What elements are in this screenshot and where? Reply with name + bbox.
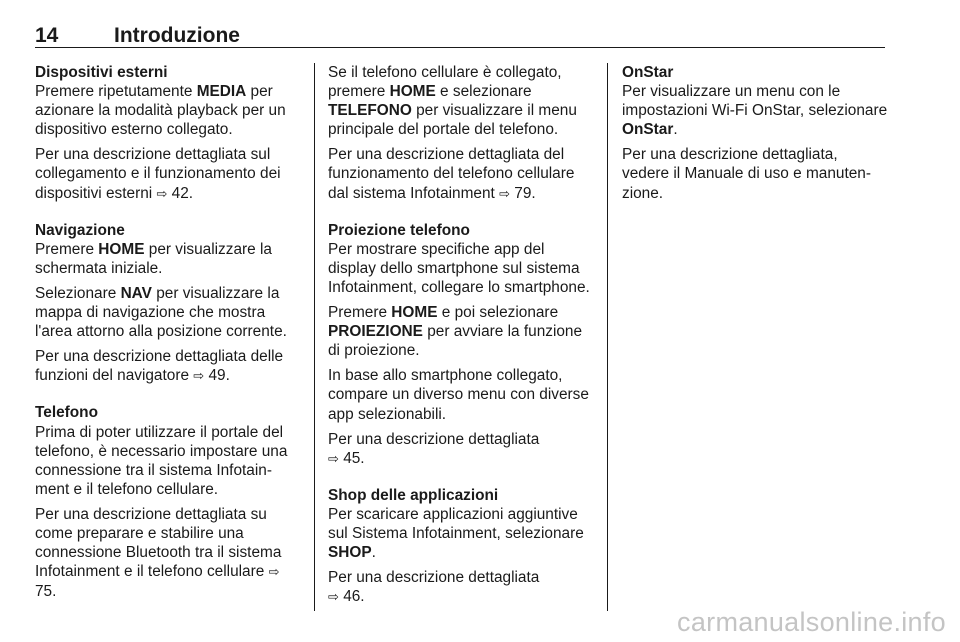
paragraph: Per scaricare applicazioni aggiuntive sul Sistema Infotainment, selezionare SHOP. <box>328 505 584 562</box>
paragraph: Per mostrare specifiche app del display dello smartphone sul sistema Infotainment, collegare lo smartphone. <box>328 240 590 296</box>
page-ref-arrow-icon: ⇨ <box>193 369 205 385</box>
page-header <box>35 6 885 48</box>
page-ref: 75. <box>35 583 57 601</box>
section-shop <box>328 486 594 608</box>
keyword-proiezione: PROIEZIONE <box>328 323 423 341</box>
section-title: OnStar <box>622 64 674 81</box>
keyword-home: HOME <box>391 304 438 322</box>
page-number: 14 <box>35 24 59 47</box>
paragraph: Per una descrizione dettagliata del funzionamento del telefono cellulare dal sistema Infotainment ⇨ 79. <box>328 146 575 202</box>
section-telefono <box>35 403 301 601</box>
page-ref: 42. <box>171 184 194 202</box>
page-ref-arrow-icon: ⇨ <box>156 186 168 202</box>
keyword-shop: SHOP <box>328 544 372 562</box>
paragraph: Se il telefono cellulare è collegato, premere HOME e selezionare TELEFONO per visualizzare il menu principale del portale del telefono. <box>328 64 577 139</box>
paragraph: Per una descrizione dettagliata delle funzioni del navigatore ⇨ 49. <box>35 348 284 385</box>
keyword-onstar: OnStar <box>622 121 674 139</box>
section-title: Navigazione <box>35 221 125 239</box>
keyword-nav: NAV <box>120 284 152 302</box>
paragraph: Prima di poter utilizzare il portale del telefono, è necessario impostare una connessione tra il sistema Infotainment e il telefono cellulare. <box>35 423 288 498</box>
paragraph: Premere HOME e poi selezionare PROIEZIONE per avviare la funzione di proiezione. <box>328 304 583 360</box>
page-ref-arrow-icon: ⇨ <box>328 590 339 606</box>
watermark: carmanualsonline.info <box>677 607 946 637</box>
paragraph: Per una descrizione dettagliata ⇨ 46. <box>328 569 540 606</box>
paragraph: Premere ripetutamente MEDIA per azionare la modalità playback per un dispositivo esterno collegato. <box>35 83 286 139</box>
page-ref-arrow-icon: ⇨ <box>328 451 339 467</box>
page-ref: 49. <box>208 367 230 385</box>
section-title: Dispositivi esterni <box>35 64 168 81</box>
column-divider <box>314 63 315 611</box>
paragraph: Per una descrizione dettagliata, vedere il Manuale di uso e manutenzione. <box>622 146 871 202</box>
keyword-media: MEDIA <box>196 83 247 101</box>
paragraph: Per una descrizione dettagliata su come preparare e stabilire una connessione Bluetooth tra il sistema Infotainment e il telefono cellulare ⇨ 75. <box>35 505 282 601</box>
column-2 <box>328 63 594 624</box>
section-dispositivi-esterni <box>35 63 301 204</box>
page-ref: 45. <box>343 449 365 467</box>
page-ref: 79. <box>514 184 536 202</box>
page-ref-arrow-icon: ⇨ <box>499 186 510 202</box>
header-rule <box>35 47 885 48</box>
section-onstar <box>622 63 888 203</box>
paragraph: Per una descrizione dettagliata ⇨ 45. <box>328 430 540 467</box>
keyword-home: HOME <box>389 83 436 101</box>
paragraph: Per visualizzare un menu con le impostazioni Wi-Fi OnStar, selezionare OnStar. <box>622 83 888 139</box>
section-title: Proiezione telefono <box>328 221 470 239</box>
page-title: Introduzione <box>114 24 240 47</box>
paragraph: Selezionare NAV per visualizzare la mappa di navigazione che mostra l'area attorno alla posizione corrente. <box>35 284 287 341</box>
paragraph: Premere HOME per visualizzare la schermata iniziale. <box>35 240 272 277</box>
paragraph: In base allo smartphone collegato, compare un diverso menu con diverse app selezionabili. <box>328 367 589 423</box>
paragraph: Per una descrizione dettagliata sul collegamento e il funzionamento dei dispositivi esterni ⇨ 42. <box>35 146 281 202</box>
section-proiezione-telefono <box>328 221 594 469</box>
section-title: Shop delle applicazioni <box>328 486 499 504</box>
section-title: Telefono <box>35 404 98 422</box>
keyword-home: HOME <box>98 240 145 258</box>
column-1 <box>35 63 301 618</box>
column-divider <box>607 63 608 611</box>
keyword-telefono: TELEFONO <box>328 102 412 120</box>
column-3 <box>622 63 888 220</box>
section-telefono-continued <box>328 63 594 204</box>
page-ref: 46. <box>343 588 365 606</box>
page-ref-arrow-icon: ⇨ <box>268 565 280 581</box>
section-navigazione <box>35 221 301 387</box>
